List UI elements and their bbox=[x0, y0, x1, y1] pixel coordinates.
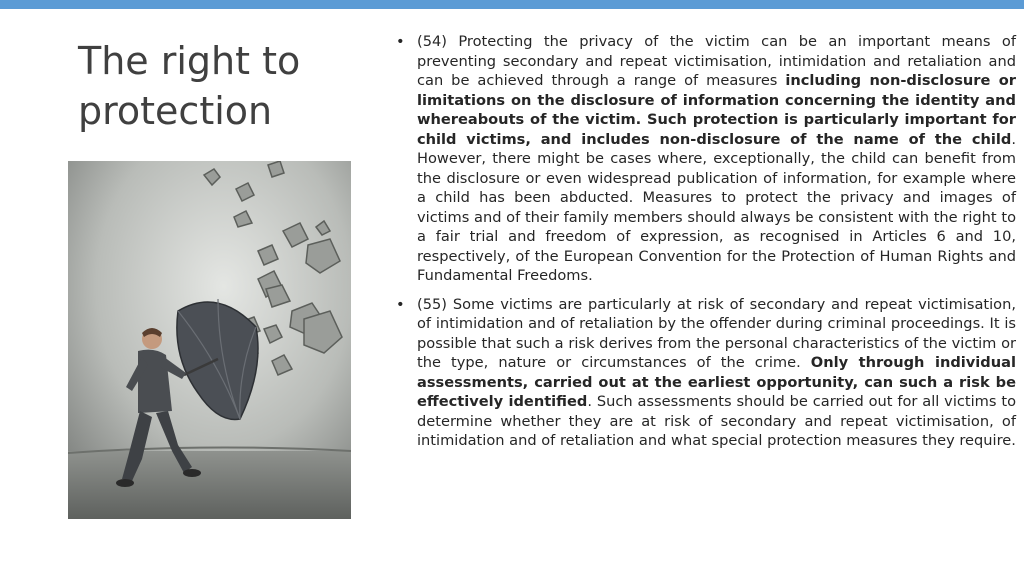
man-with-umbrella-photo bbox=[68, 161, 351, 519]
top-accent-bar bbox=[0, 0, 1024, 9]
bullet-55-text-2: . Such assessments should be carried out for all victims to determine whether they are at risk of secondary and repeat victimisation, of intimidation and of retaliation and what special protection measures they require. bbox=[417, 393, 1017, 449]
bullet-55-text-1: (55) Some victims are particularly at risk of secondary and repeat victimisation, of intimidation and of retaliation by the offender during criminal proceedings. It is possible that such a risk derives from the personal characteristics of the victim or the type, nature or circumstances of the crime. bbox=[417, 295, 1016, 371]
bullet-54-text-1: (54) Protecting the privacy of the victim can be an important means of preventing secondary and repeat victimisation, intimidation and retaliation and can be achieved through a range of measures bbox=[417, 33, 1016, 89]
title-line-1: The right to bbox=[78, 39, 301, 83]
bullet-list bbox=[396, 32, 1016, 451]
slide-title bbox=[78, 36, 368, 136]
slide-body bbox=[396, 32, 1016, 460]
bullet-55-bold-text: Only through individual assessments, carried out at the earliest opportunity, can such a risk be effectively identified bbox=[417, 354, 1016, 410]
title-line-2: protection bbox=[78, 89, 273, 133]
bullet-54-bold-text: including non-disclosure or limitations on the disclosure of information concerning the identity and whereabouts of the victim. Such protection is particularly important for child victims, and includes non-disclosure of the name of the child bbox=[417, 72, 1017, 148]
umbrella-rocks-illustration bbox=[68, 161, 351, 519]
bullet-item-54 bbox=[396, 32, 1016, 286]
bullet-item-55 bbox=[396, 295, 1016, 451]
bullet-54-text-2: . However, there might be cases where, exceptionally, the child can benefit from the disclosure or even widespread publication of information, for example where a child has been abducted. Measures to protect the privacy and images of victims and of their family members should always be consistent with the right to a fair trial and freedom of expression, as recognised in Articles 6 and 10, respectively, of the European Convention for the Protection of Human Rights and Fundamental Freedoms. bbox=[417, 130, 1016, 284]
